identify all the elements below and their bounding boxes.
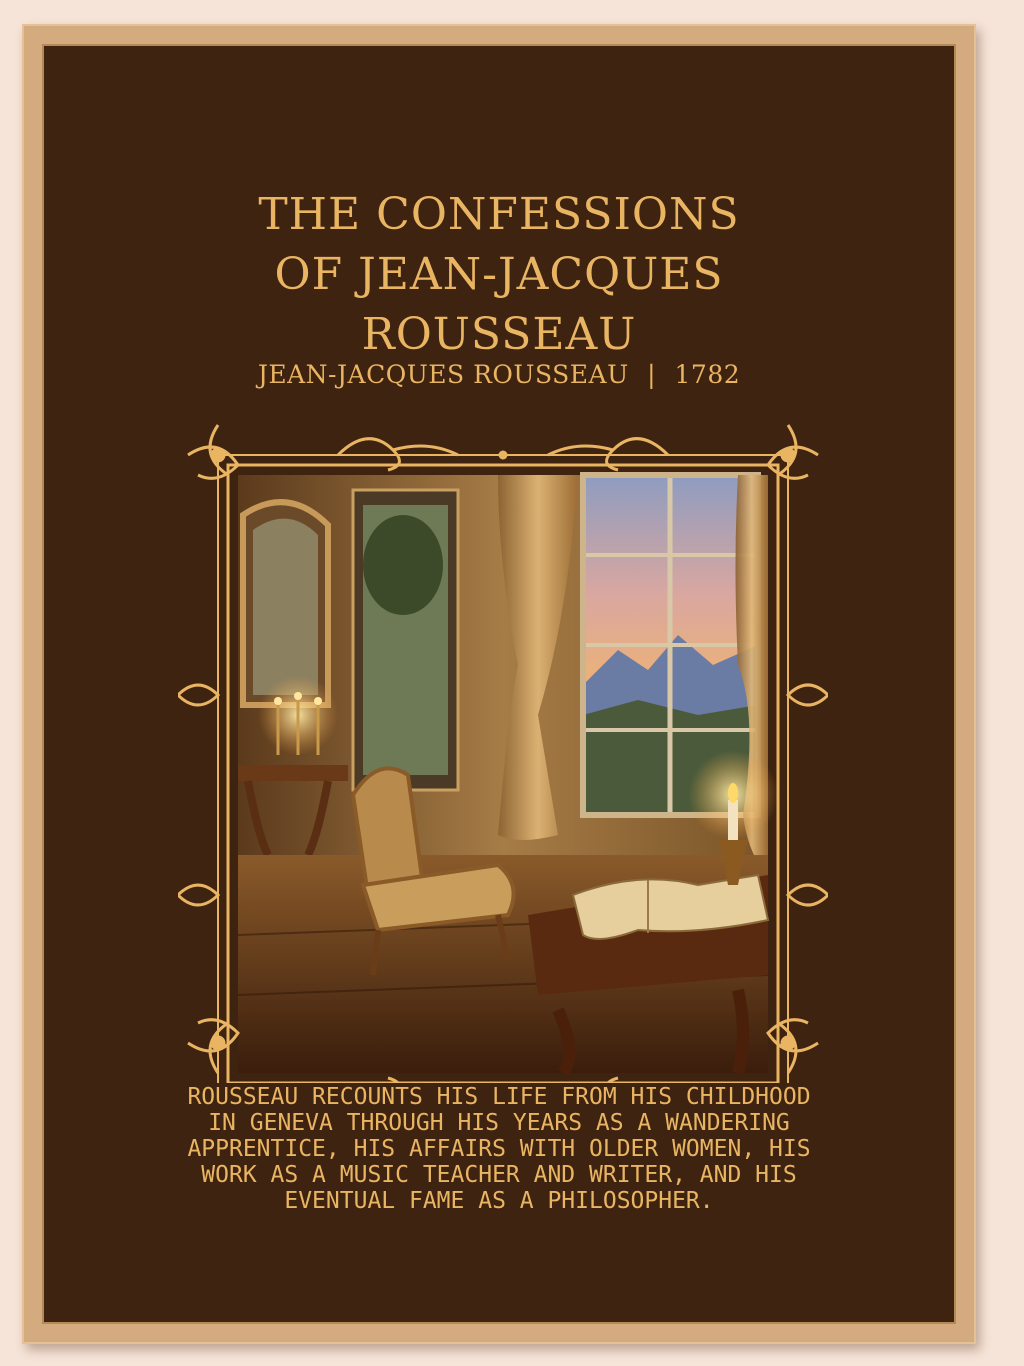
description xyxy=(102,1084,896,1214)
publication-year: 1782 xyxy=(674,360,741,389)
description-line-3: APPRENTICE, HIS AFFAIRS WITH OLDER WOMEN, HIS xyxy=(187,1136,811,1162)
byline xyxy=(102,360,896,389)
candelabra xyxy=(258,675,338,755)
scene xyxy=(238,475,778,1073)
illustration-svg xyxy=(178,415,828,1083)
title-line-2: OF JEAN-JACQUES xyxy=(274,249,724,301)
author-name: JEAN-JACQUES ROUSSEAU xyxy=(257,360,629,389)
byline-separator: | xyxy=(647,360,657,389)
title-line-1: THE CONFESSIONS xyxy=(258,189,740,241)
picture-frame xyxy=(22,24,976,1344)
description-line-4: WORK AS A MUSIC TEACHER AND WRITER, AND HIS xyxy=(201,1162,797,1188)
description-line-2: IN GENEVA THROUGH HIS YEARS AS A WANDERING xyxy=(208,1110,790,1136)
poster-title xyxy=(102,185,896,365)
title-line-3: ROUSSEAU xyxy=(361,309,637,361)
illustration xyxy=(178,415,828,1083)
poster xyxy=(42,44,956,1324)
description-line-1: ROUSSEAU RECOUNTS HIS LIFE FROM HIS CHILDHOOD xyxy=(187,1084,811,1110)
description-line-5: EVENTUAL FAME AS A PHILOSOPHER. xyxy=(284,1188,714,1214)
